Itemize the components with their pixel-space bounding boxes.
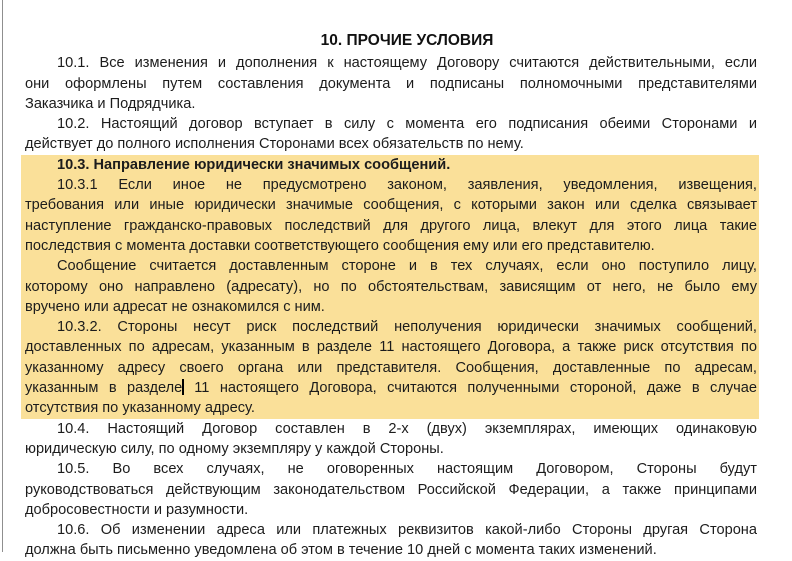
clause-10-5: [25, 459, 757, 520]
text-after-cursor: 11 настоящего Договора, считаются полученными стороной, даже в случае: [183, 380, 758, 397]
paragraph-line: указанному адресу своего органа или представителя. Сообщения, доставленные по адресам,: [25, 359, 757, 376]
paragraph-line: действует до полного исполнения Сторонами всех обязательств по нему.: [25, 136, 524, 153]
paragraph-line: 10.2. Настоящий договор вступает в силу с момента его подписания обеими Сторонами и: [57, 116, 757, 133]
paragraph-line: 10.6. Об изменении адреса или платежных реквизитов какой-либо Стороны другая Сторона: [57, 522, 757, 539]
paragraph-line-with-cursor: [25, 378, 757, 398]
paragraph-line: юридическую силу, по одному экземпляру у каждой Стороны.: [25, 440, 444, 457]
paragraph-line: отсутствия по указанному адресу.: [25, 400, 255, 417]
highlighted-block: [21, 155, 759, 419]
paragraph-line: руководствоваться действующим законодательством Российской Федерации, а также принципами: [25, 481, 757, 498]
clause-10-1: [25, 53, 757, 114]
paragraph-line: требования или иные юридически значимые сообщения, с которыми закон или сделка связывает: [25, 197, 757, 214]
clause-10-3-2: [25, 317, 757, 418]
section-title: 10. ПРОЧИЕ УСЛОВИЯ: [320, 32, 494, 49]
clause-10-3-1: [25, 175, 757, 256]
paragraph-line: Заказчика и Подрядчика.: [25, 95, 196, 112]
clause-10-3-1-continued: [25, 256, 757, 317]
paragraph-line: должна быть письменно уведомлена об этом в течение 10 дней с момента таких изменений.: [25, 542, 657, 559]
paragraph-line: они оформлены путем составления документа и подписаны полномочными представителями: [25, 75, 757, 92]
paragraph-line: 10.3.2. Стороны несут риск последствий неполучения юридически значимых сообщений,: [57, 319, 757, 336]
clause-10-6: [25, 520, 757, 561]
clause-10-2: [25, 114, 757, 155]
paragraph-line: доставленных по адресам, указанным в разделе 11 настоящего Договора, а также риск отсутствия по: [25, 339, 757, 356]
paragraph-line: 10.3.1 Если иное не предусмотрено законом, заявления, уведомления, извещения,: [57, 177, 757, 194]
paragraph-line: 10.1. Все изменения и дополнения к настоящему Договору считаются действительными, если: [57, 55, 757, 72]
paragraph-line: которому оно направлено (адресату), но по обстоятельствам, зависящим от него, не было ему: [25, 278, 757, 295]
paragraph-line: добросовестности и разумности.: [25, 501, 249, 518]
clause-10-3-heading: [25, 155, 757, 175]
page-edge-line: [2, 0, 3, 552]
paragraph-line: наступление гражданско-правовых последствий для другого лица, влекут для этого лица такие: [25, 217, 757, 234]
paragraph-line: последствия с момента доставки соответствующего сообщения ему или его представителю.: [25, 237, 655, 254]
paragraph-line: вручено или адресат не ознакомился с ним.: [25, 298, 325, 315]
paragraph-line: 10.5. Во всех случаях, не оговоренных настоящим Договором, Стороны будут: [57, 461, 757, 478]
text-before-cursor: указанным в разделе: [25, 380, 183, 397]
paragraph-line: Сообщение считается доставленным стороне и в тех случаях, если оно поступило лицу,: [57, 258, 757, 275]
document-text-area[interactable]: [25, 31, 757, 561]
paragraph-line: 10.3. Направление юридически значимых сообщений.: [57, 156, 451, 173]
paragraph-line: 10.4. Настоящий Договор составлен в 2-х (двух) экземплярах, имеющих одинаковую: [57, 420, 757, 437]
clause-10-4: [25, 419, 757, 460]
